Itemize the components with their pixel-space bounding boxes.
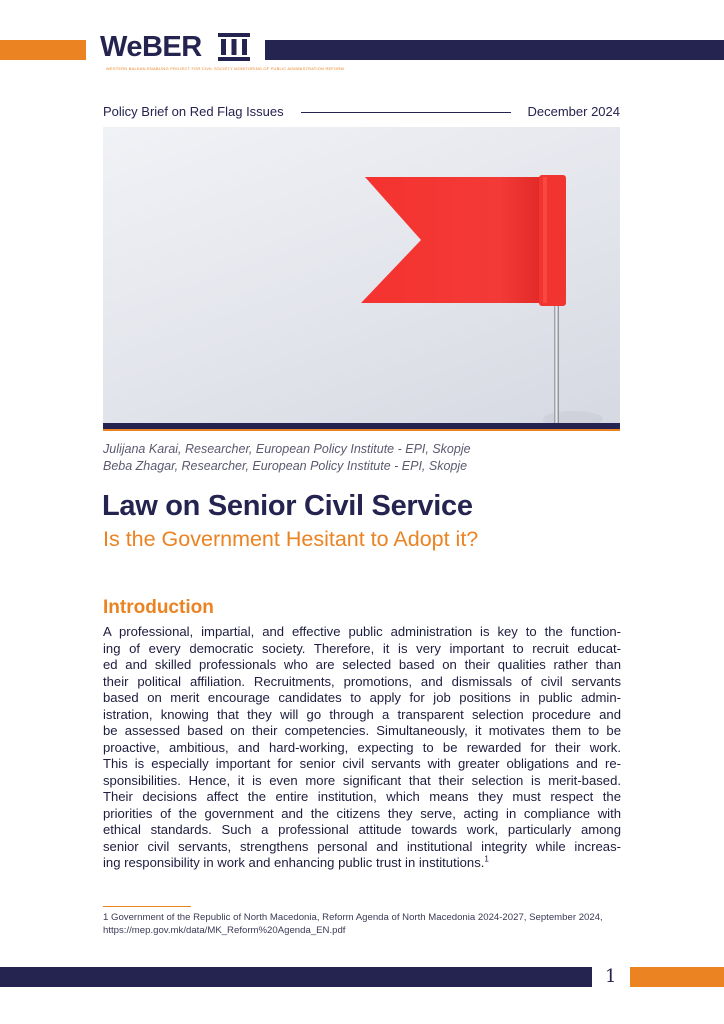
- pillars-icon: [218, 33, 250, 61]
- brief-series: Policy Brief on Red Flag Issues: [103, 104, 284, 119]
- page-subtitle: Is the Government Hesitant to Adopt it?: [103, 527, 479, 551]
- logo-wordmark: WeBER: [100, 31, 202, 63]
- paragraph-last-line: [103, 855, 621, 872]
- brief-header: [103, 104, 620, 120]
- brief-divider: [301, 112, 511, 113]
- paragraph-line: ethical standards. Such a professional attitude towards work, particularly among: [103, 822, 621, 837]
- footnote-reference[interactable]: 1: [484, 854, 489, 864]
- red-flag-pin-icon: [103, 127, 620, 423]
- page-number: 1: [605, 966, 617, 987]
- author-line: Beba Zhagar, Researcher, European Policy Institute - EPI, Skopje: [103, 459, 468, 473]
- footnote-text: 1 Government of the Republic of North Macedonia, Reform Agenda of North Macedonia 2024-2027, September 2024, https://mep.gov.mk/data/MK_Reform%20Agenda_EN.pdf: [103, 912, 603, 936]
- paragraph-line: A professional, impartial, and effective public administration is key to the function-: [103, 624, 621, 639]
- logo-tagline: WESTERN BALKAN ENABLING PROJECT FOR CIVIL SOCIETY MONITORING OF PUBLIC ADMINISTRATION REFORM: [106, 66, 344, 71]
- footer-orange-bar: [630, 967, 724, 987]
- paragraph-line: This is especially important for senior civil servants with greater obligations and re-: [103, 756, 621, 771]
- introduction-paragraph: [103, 624, 621, 872]
- hero-image: [103, 127, 620, 423]
- section-heading: Introduction: [103, 597, 214, 618]
- paragraph-line: senior civil servants, strengthens personal and institutional integrity while increas-: [103, 838, 621, 854]
- paragraph-line: priorities of the government and the citizens they serve, acting in compliance with: [103, 805, 621, 821]
- footnote-rule: [103, 906, 191, 907]
- paragraph-line: their political affiliation. Recruitments, promotions, and dismissals of civil servants: [103, 673, 621, 689]
- paragraph-line: istration, knowing that they will go through a transparent selection procedure and: [103, 706, 621, 722]
- paragraph-line: ing of every democratic society. Therefore, it is very important to recruit educat-: [103, 640, 621, 656]
- paragraph-line: ed and skilled professionals who are selected based on their qualities rather than: [103, 657, 621, 672]
- footer-navy-bar: [0, 967, 592, 987]
- hero-orange-band: [103, 429, 620, 431]
- paragraph-line: sponsibilities. Hence, it is even more significant that their selection is merit-based.: [103, 772, 621, 788]
- page-title: Law on Senior Civil Service: [102, 490, 473, 522]
- paragraph-line: be assessed based on their competencies. Simultaneously, it motivates them to be: [103, 723, 621, 738]
- header-orange-bar: [0, 40, 86, 60]
- paragraph-line: Their decisions affect the entire institution, which means they must respect the: [103, 789, 621, 804]
- paragraph-line: ing responsibility in work and enhancing public trust in institutions.: [103, 855, 485, 870]
- paragraph-line: based on merit encourage candidates to apply for job positions in public admin-: [103, 690, 621, 705]
- header-navy-bar: [265, 40, 724, 60]
- brief-date: December 2024: [527, 104, 620, 119]
- paragraph-line: proactive, ambitious, and hard-working, expecting to be rewarded for their work.: [103, 739, 621, 755]
- weber-logo: [100, 30, 344, 74]
- author-line: Julijana Karai, Researcher, European Policy Institute - EPI, Skopje: [103, 442, 471, 456]
